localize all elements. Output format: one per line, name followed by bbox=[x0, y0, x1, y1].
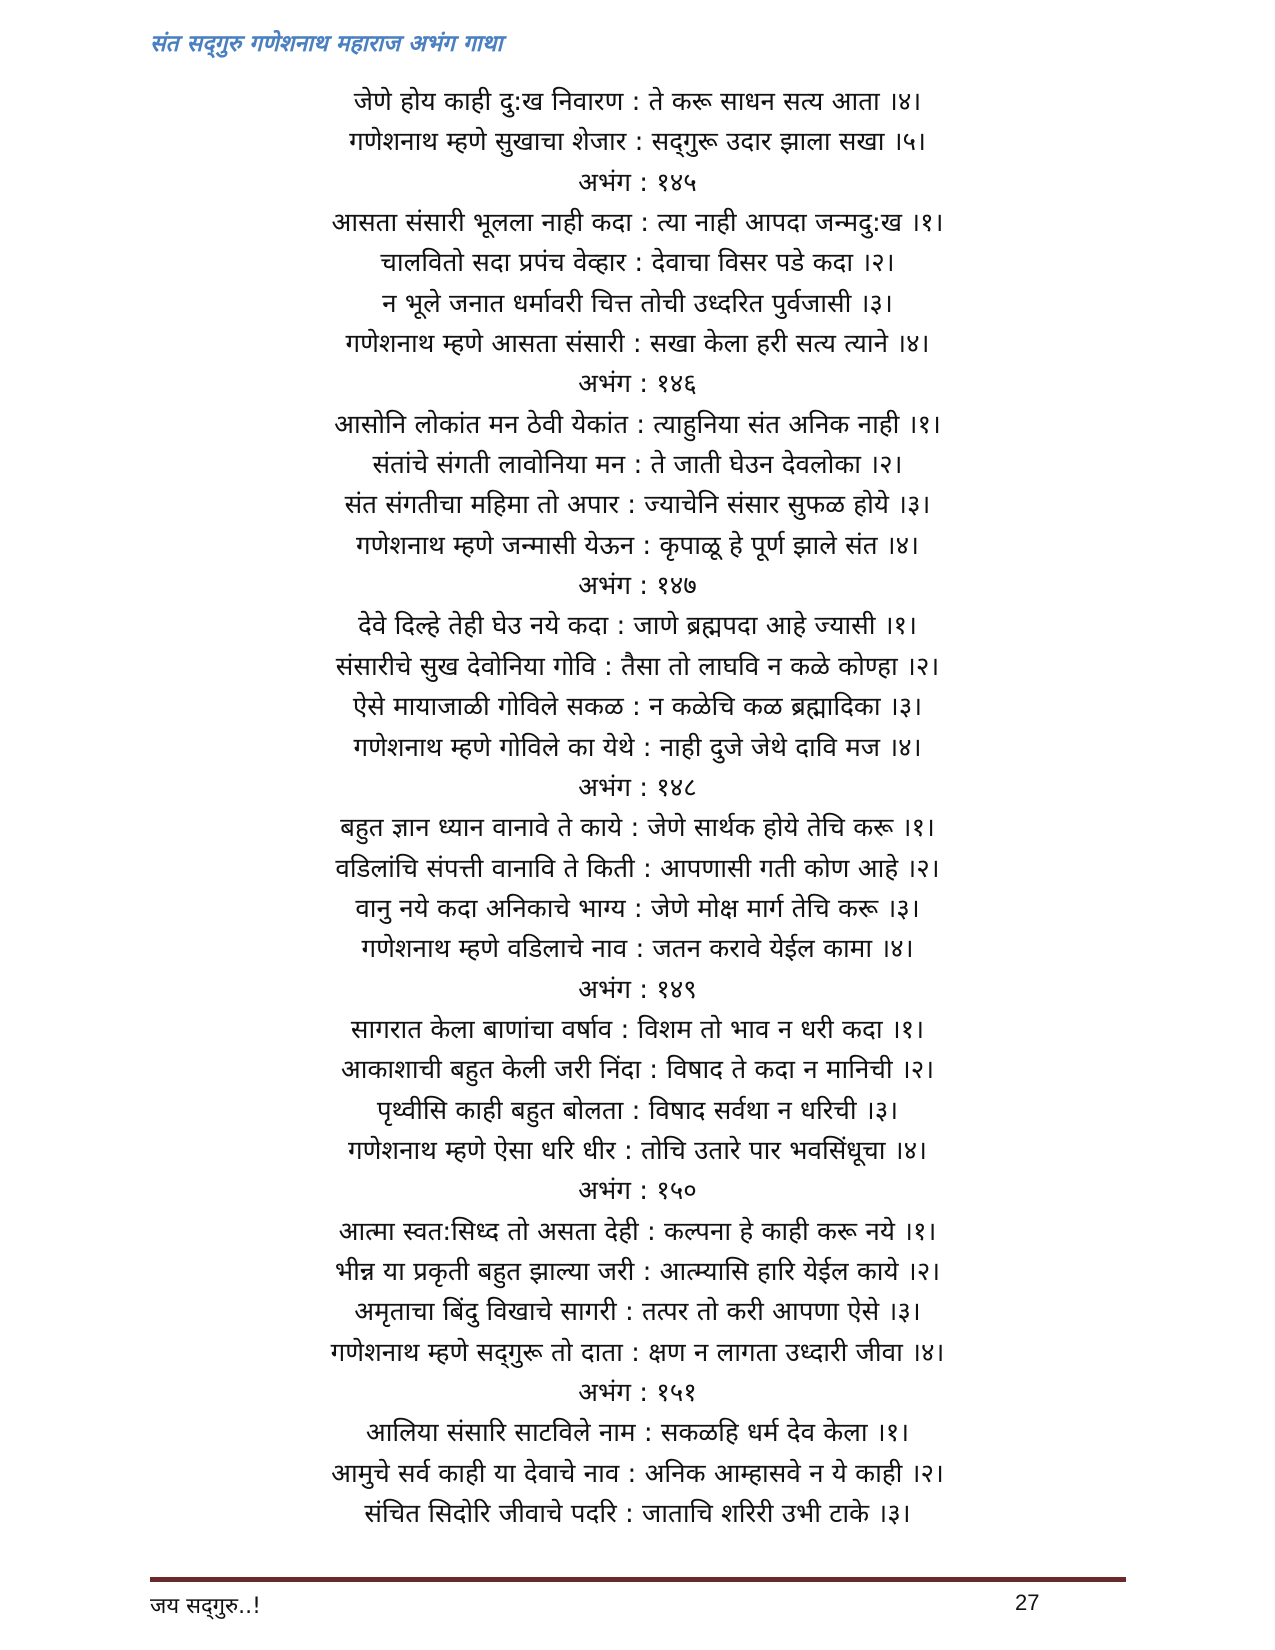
abhang-heading: अभंग : १४५ bbox=[578, 167, 697, 198]
verse-line: आसोनि लोकांत मन ठेवी येकांत : त्याहुनिया संत अनिक नाही ।१। bbox=[334, 409, 941, 440]
abhang-heading: अभंग : १४८ bbox=[578, 772, 697, 803]
abhang-heading: अभंग : १५० bbox=[578, 1176, 697, 1207]
verse-line: संत संगतीचा महिमा तो अपार : ज्याचेनि संसार सुफळ होये ।३। bbox=[344, 490, 931, 521]
verse-line: संसारीचे सुख देवोनिया गोवि : तैसा तो लाघवि न कळे कोण्हा ।२। bbox=[335, 651, 940, 682]
verse-line: आसता संसारी भूलला नाही कदा : त्या नाही आपदा जन्मदु:ख ।१। bbox=[331, 208, 944, 239]
verse-line: आलिया संसारि साटविले नाम : सकळहि धर्म देव केला ।१। bbox=[365, 1418, 910, 1449]
footer-divider bbox=[150, 1577, 1126, 1582]
verse-line: गणेशनाथ म्हणे आसता संसारी : सखा केला हरी सत्य त्याने ।४। bbox=[345, 329, 930, 360]
verse-line: अमृताचा बिंदु विखाचे सागरी : तत्पर तो करी आपणा ऐसे ।३। bbox=[354, 1297, 921, 1328]
verse-line: जेणे होय काही दु:ख निवारण : ते करू साधन सत्य आता ।४। bbox=[353, 87, 922, 117]
verse-line: बहुत ज्ञान ध्यान वानावे ते काये : जेणे सार्थक होये तेचि करू ।१। bbox=[340, 813, 935, 844]
verse-line: वानु नये कदा अनिकाचे भाग्य : जेणे मोक्ष मार्ग तेचि करू ।३। bbox=[355, 893, 920, 924]
verse-line: गणेशनाथ म्हणे सद्‌गुरू तो दाता : क्षण न लागता उध्दारी जीवा ।४। bbox=[330, 1337, 945, 1368]
verse-line: ऐसे मायाजाळी गोविले सकळ : न कळेचि कळ ब्रह्मादिका ।३। bbox=[352, 692, 923, 723]
abhang-heading: अभंग : १४७ bbox=[578, 571, 697, 602]
verse-line: गणेशनाथ म्हणे वडिलाचे नाव : जतन करावे येईल कामा ।४। bbox=[361, 934, 914, 965]
verse-line: भीन्न या प्रकृती बहुत झाल्या जरी : आत्म्यासि हारि येईल काये ।२। bbox=[334, 1256, 941, 1287]
page-number: 27 bbox=[1015, 1590, 1040, 1615]
page-header-title: संत सद्‌गुरु गणेशनाथ महाराज अभंग गाथा bbox=[150, 31, 503, 57]
footer-salutation: जय सद्‌गुरु..! bbox=[150, 1594, 261, 1619]
verse-line: न भूले जनात धर्मावरी चित्त तोची उध्दरित पुर्वजासी ।३। bbox=[382, 288, 893, 319]
verse-line: संतांचे संगती लावोनिया मन : ते जाती घेउन देवलोका ।२। bbox=[372, 450, 903, 481]
verse-line: चालवितो सदा प्रपंच वेव्हार : देवाचा विसर पडे कदा ।२। bbox=[380, 248, 895, 279]
verse-line: पृथ्वीसि काही बहुत बोलता : विषाद सर्वथा न धरिची ।३। bbox=[376, 1095, 899, 1126]
abhang-text-body bbox=[150, 82, 1125, 1534]
verse-line: गणेशनाथ म्हणे सुखाचा शेजार : सद्‌गुरू उदार झाला सखा ।५। bbox=[349, 127, 926, 158]
verse-line: सागरात केला बाणांचा वर्षाव : विशम तो भाव न धरी कदा ।१। bbox=[350, 1014, 925, 1045]
abhang-heading: अभंग : १४९ bbox=[578, 974, 697, 1005]
verse-line: आमुचे सर्व काही या देवाचे नाव : अनिक आम्हासवे न ये काही ।२। bbox=[331, 1458, 944, 1489]
abhang-heading: अभंग : १४६ bbox=[578, 369, 697, 400]
verse-line: गणेशनाथ म्हणे गोविले का येथे : नाही दुजे जेथे दावि मज ।४। bbox=[353, 732, 922, 763]
verse-line: आत्मा स्वत:सिध्द तो असता देही : कल्पना हे काही करू नये ।१। bbox=[338, 1216, 937, 1247]
verse-line: आकाशाची बहुत केली जरी निंदा : विषाद ते कदा न मानिची ।२। bbox=[340, 1055, 935, 1086]
verse-line: गणेशनाथ म्हणे ऐसा धरि धीर : तोचि उतारे पार भवसिंधूचा ।४। bbox=[347, 1135, 928, 1166]
abhang-heading: अभंग : १५१ bbox=[578, 1378, 697, 1408]
verse-line: देवे दिल्हे तेही घेउ नये कदा : जाणे ब्रह्मपदा आहे ज्यासी ।१। bbox=[358, 611, 917, 642]
verse-line: वडिलांचि संपत्ती वानावि ते किती : आपणासी गती कोण आहे ।२। bbox=[335, 853, 940, 884]
verse-line: गणेशनाथ म्हणे जन्मासी येऊन : कृपाळू हे पूर्ण झाले संत ।४। bbox=[355, 530, 920, 561]
verse-line: संचित सिदोरि जीवाचे पदरि : जाताचि शरिरी उभी टाके ।३। bbox=[364, 1499, 911, 1530]
